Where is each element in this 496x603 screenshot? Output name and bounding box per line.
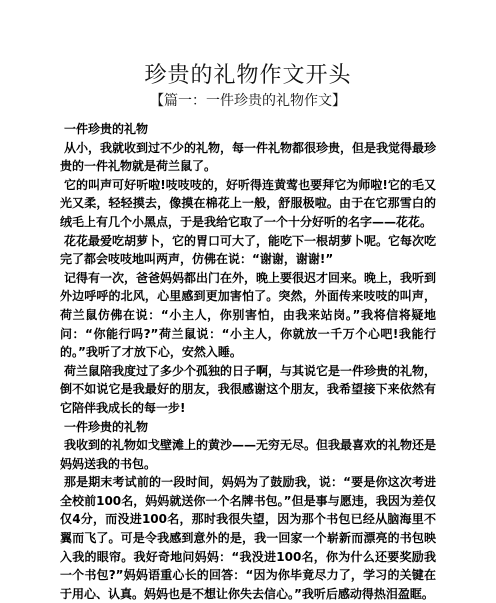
paragraph: 我收到的礼物如戈壁滩上的黄沙——无穷无尽。但我最喜欢的礼物还是妈妈送我的书包。 [60,438,437,471]
document-subtitle: 【篇一：一件珍贵的礼物作文】 [150,93,346,109]
paragraph: 记得有一次，爸爸妈妈都出门在外，晚上要很迟才回来。晚上，我听到外边呼呼的北风，心里感到更加害怕了。突然，外面传来吱吱的叫声，荷兰鼠仿佛在说：“小主人，你别害怕，由我来站岗。”我将信将疑地问：“你能行吗?”荷兰鼠说：“小主人，你就放一千万个心吧!我能行的。”我听了才放下心，安然入睡。 [60,270,437,360]
section-heading: 一件珍贵的礼物 [64,122,149,136]
paragraph: 那是期末考试前的一段时间，妈妈为了鼓励我，说：“要是你这次考进全校前100名，妈妈就送你一个名牌书包。”但是事与愿违，我因为差仅仅4分，而没进100名，那时我很失望，因为那个书包已经从脑海里不翼而飞了。可是令我感到意外的是，我一回家一个崭新而漂亮的书包映入我的眼帘。我好奇地问妈妈：“我没进100名，你为什么还要奖励我一个书包?”妈妈语重心长的回答：“因为你毕竟尽力了，学习的关键在于用心、认真。妈妈也是不想让你失去信心。”我听后感动得热泪盈眶。 [60,475,436,601]
paragraph: 花花最爱吃胡萝卜，它的胃口可大了，能吃下一根胡萝卜呢。它每次吃完了都会吱吱地叫两声，仿佛在说：“谢谢，谢谢!” [60,233,437,267]
document-body [60,120,436,603]
paragraph: 它的叫声可好听啦!吱吱吱的，好听得连黄莺也要拜它为师啦!它的毛又光又柔，轻轻摸去，像摸在棉花上一般，舒服极啦。由于在它那雪白的绒毛上有几个小黑点，于是我给它取了一个十分好听的名字——花花。 [60,177,436,229]
paragraph: 荷兰鼠陪我度过了多少个孤独的日子啊，与其说它是一件珍贵的礼物，倒不如说它是我最好的朋友，我很感谢这个朋友，我希望接下来依然有它陪伴我成长的每一步! [60,363,437,415]
paragraph: 从小，我就收到过不少的礼物，每一件礼物都很珍贵，但是我觉得最珍贵的一件礼物就是荷兰鼠了。 [60,140,437,174]
document-title: 珍贵的礼物作文开头 [144,63,352,88]
section-heading: 一件珍贵的礼物 [64,419,149,434]
